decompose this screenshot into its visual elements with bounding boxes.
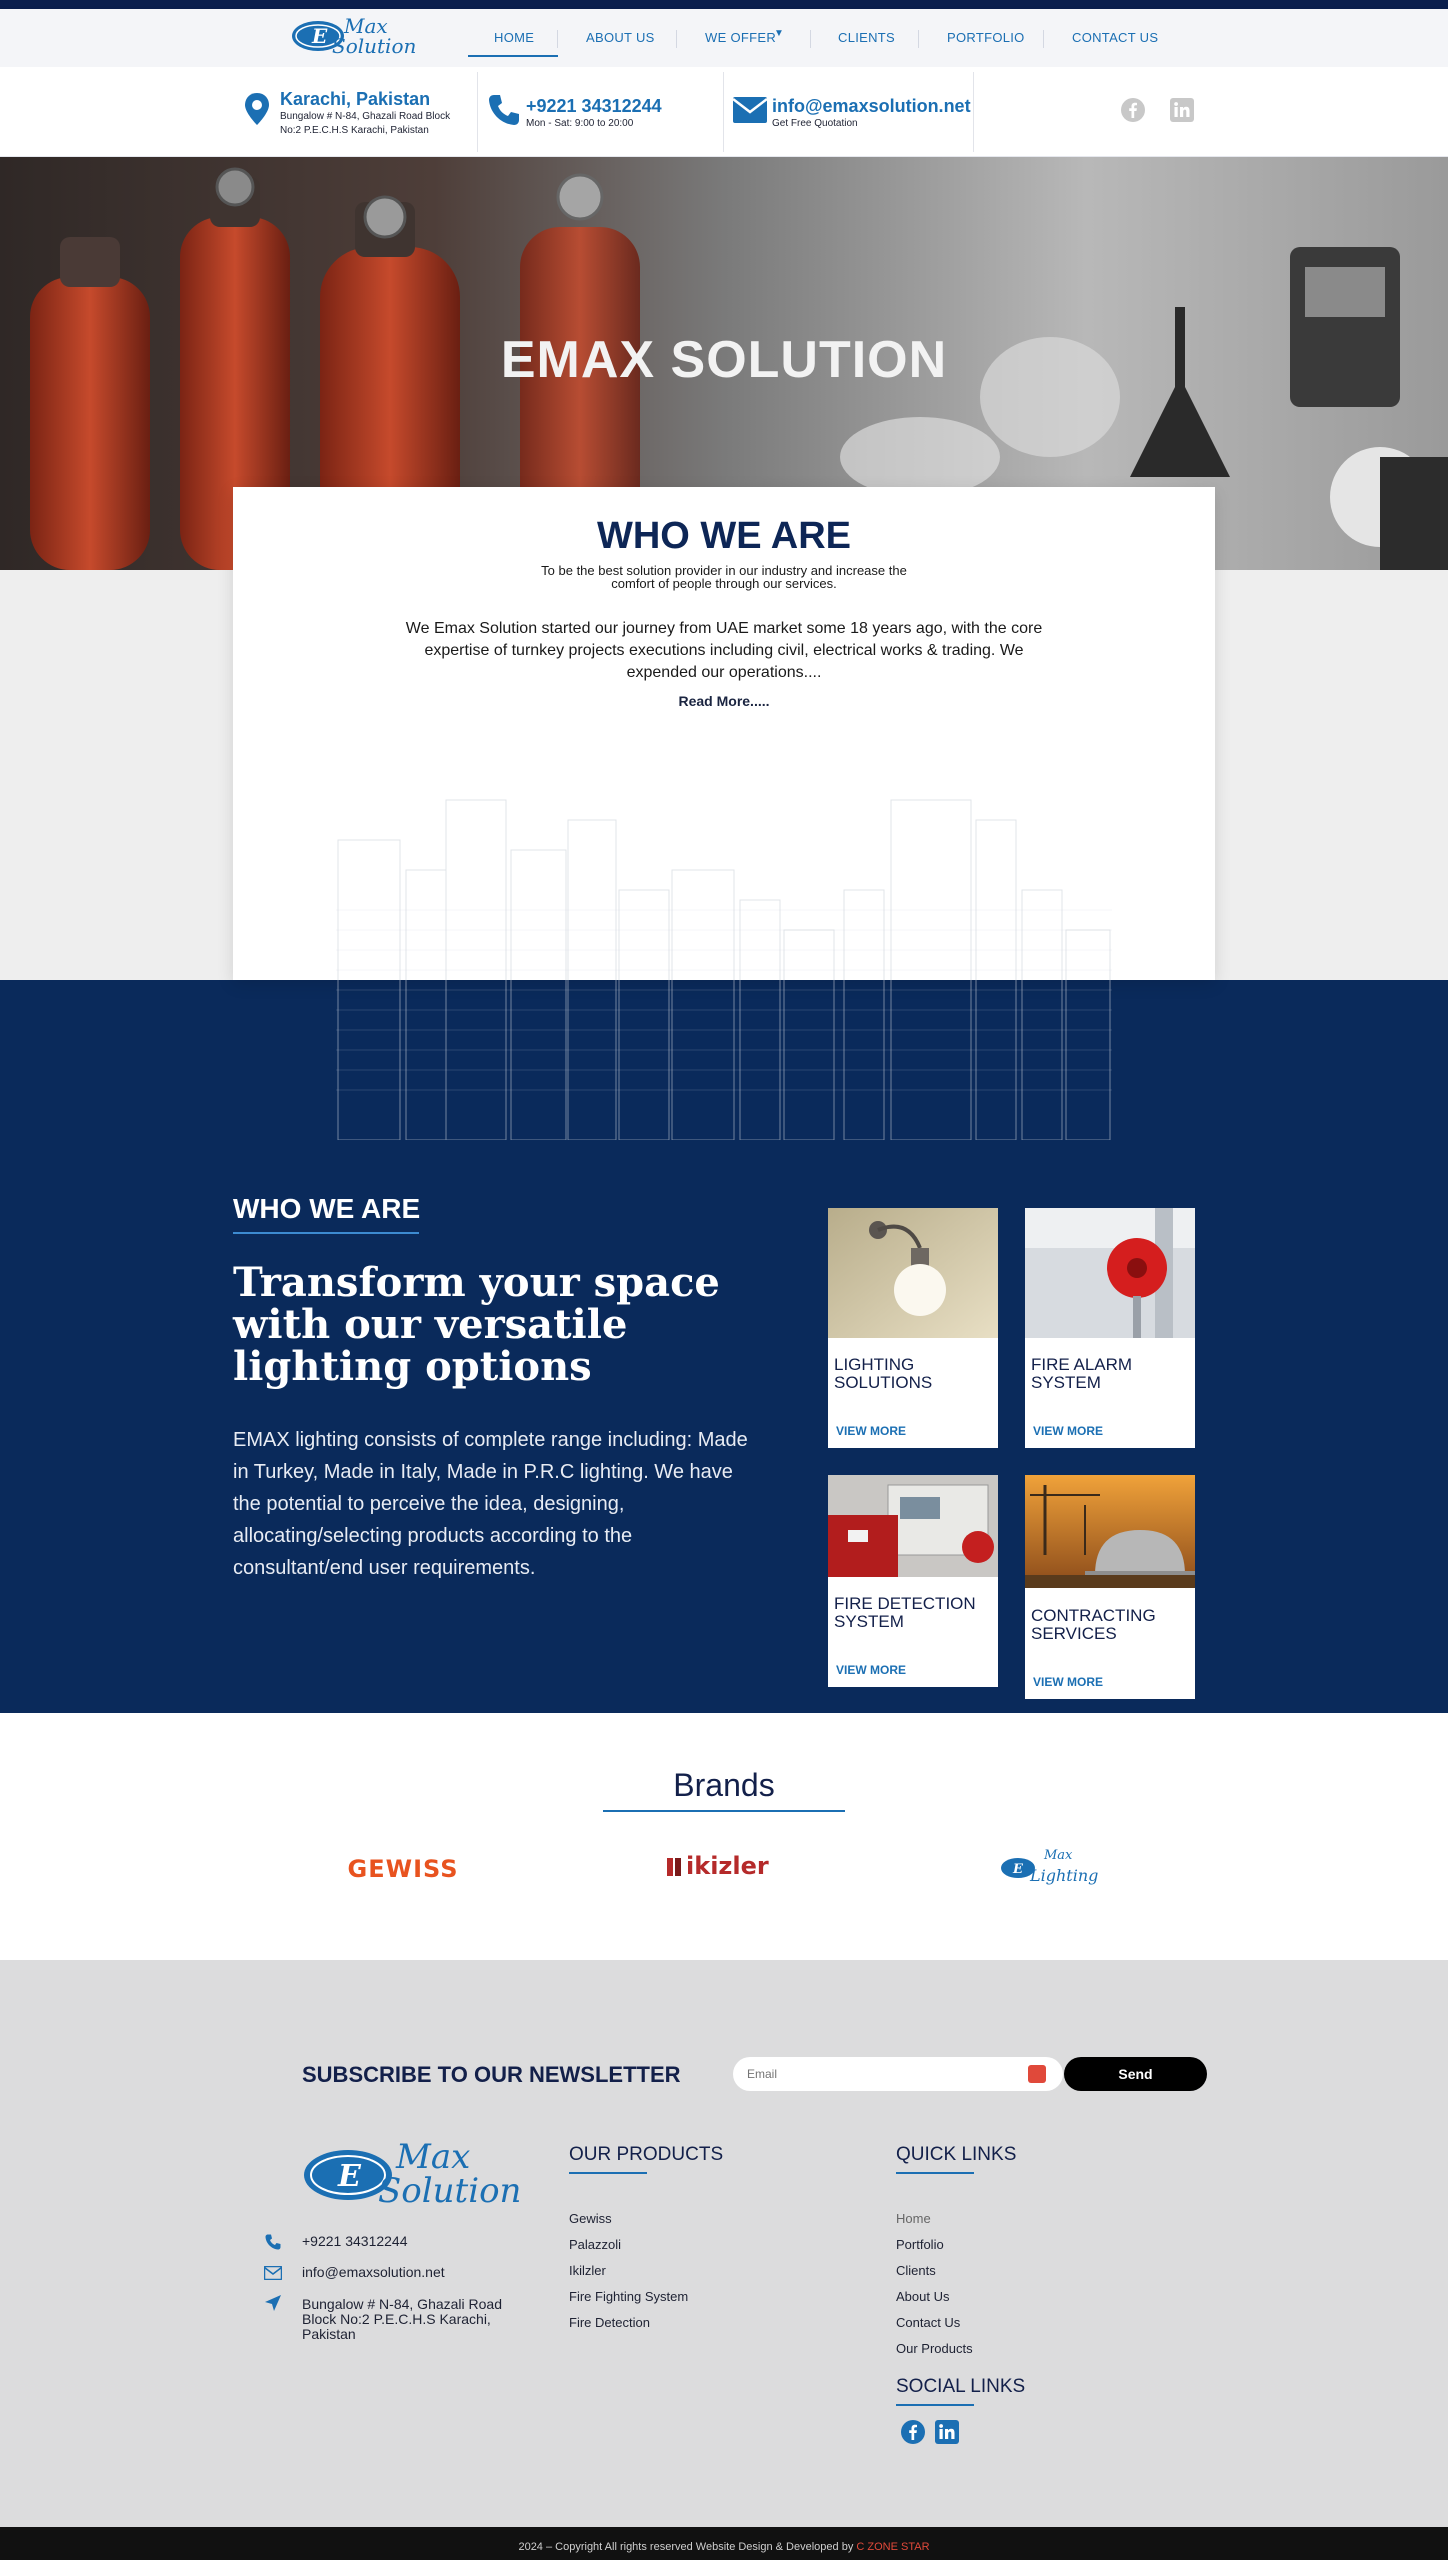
location-pin-icon [242,91,272,127]
logo-text-bottom: Solution [332,34,417,58]
view-more-link[interactable]: VIEW MORE [836,1663,907,1677]
navigation-arrow-icon [264,2294,282,2312]
contact-bar [0,67,1448,157]
tagline-line-2: comfort of people through our services. [611,576,837,591]
footer-email[interactable]: info@emaxsolution.net [302,2264,445,2280]
quick-link[interactable]: About Us [896,2289,950,2304]
nav-portfolio[interactable]: PORTFOLIO [947,30,1025,45]
nav-active-underline [468,55,558,57]
view-more-link[interactable]: VIEW MORE [1033,1675,1104,1689]
developer-link[interactable]: C ZONE STAR [856,2541,930,2553]
nav-separator [676,30,677,48]
location-line-1: Bungalow # N-84, Ghazali Road Block [280,111,451,122]
service-card-fire-detection[interactable] [828,1475,998,1687]
nav-we-offer[interactable]: WE OFFER [705,30,777,45]
quick-links-heading: QUICK LINKS [896,2144,1017,2165]
phone-hours: Mon - Sat: 9:00 to 20:00 [526,118,634,129]
brands-title: Brands [673,1767,775,1803]
site-logo[interactable] [288,14,417,64]
footer [0,1960,1448,2527]
construction-helmet-image [1025,1475,1195,1588]
quick-link[interactable]: Clients [896,2263,936,2278]
social-links-underline [896,2404,974,2406]
footer-logo-text-bottom: Solution [378,2171,522,2211]
newsletter-send-button[interactable]: Send [1064,2057,1207,2091]
footer-address: Bungalow # N-84, Ghazali Road Block No:2 P.E.C.H.S Karachi, Pakistan [302,2296,503,2342]
footer-logo[interactable] [302,2137,522,2220]
tagline-line-1: To be the best solution provider in our industry and increase the [541,563,907,578]
brands-section [0,1713,1448,1960]
section-label: WHO WE ARE [233,1193,421,1224]
wall-lamp-image [828,1208,998,1338]
products-underline [569,2172,647,2174]
hero-title: EMAX SOLUTION [500,331,948,389]
fire-detection-panel-image [828,1475,998,1577]
nav-about-us[interactable]: ABOUT US [586,30,655,45]
nav-separator [557,30,558,48]
location-title: Karachi, Pakistan [280,89,431,109]
service-title: FIRE ALARM SYSTEM [1031,1355,1133,1392]
products-heading: OUR PRODUCTS [569,2144,724,2165]
view-more-link[interactable]: VIEW MORE [836,1424,907,1438]
linkedin-icon[interactable] [1170,98,1194,122]
product-link[interactable]: Fire Detection [569,2315,650,2330]
footer-envelope-icon [264,2266,282,2280]
autofill-icon[interactable] [1028,2065,1046,2083]
svg-text:E: E [338,2159,361,2194]
contact-separator [973,72,974,152]
nav-contact-us[interactable]: CONTACT US [1072,30,1159,45]
product-link[interactable]: Gewiss [569,2211,612,2226]
copyright-bar [0,2527,1448,2560]
footer-linkedin-icon[interactable] [935,2420,959,2444]
svg-text:E: E [312,24,328,48]
service-card-contracting[interactable] [1025,1475,1195,1699]
ikizler-mark-icon [666,1856,684,1878]
newsletter-email-input[interactable] [733,2057,1063,2091]
contact-separator [723,72,724,152]
nav-separator [918,30,919,48]
copyright-text: 2024 – Copyright All rights reserved Website Design & Developed by [518,2541,857,2553]
quick-link[interactable]: Contact Us [896,2315,961,2330]
max-lighting-word-2: Lighting [1030,1866,1099,1885]
phone-icon [486,92,522,128]
quick-link[interactable]: Our Products [896,2341,973,2356]
nav-separator [1043,30,1044,48]
service-card-fire-alarm[interactable] [1025,1208,1195,1448]
footer-facebook-icon[interactable] [901,2420,925,2444]
brand-logo-ikizler[interactable] [666,1852,778,1886]
ikizler-wordmark: ikizler [686,1852,769,1880]
chevron-down-icon[interactable]: ▼ [774,28,784,39]
who-we-are-body: We Emax Solution started our journey from UAE market some 18 years ago, with the core expertise of turnkey projects executions including civil, electrical works & trading. We expended our operations.... [405,620,1043,681]
location-line-2: No:2 P.E.C.H.S Karachi, Pakistan [280,125,429,136]
footer-phone[interactable]: +9221 34312244 [302,2233,408,2249]
brands-underline [603,1810,845,1812]
fire-alarm-bell-image [1025,1208,1195,1338]
product-link[interactable]: Fire Fighting System [569,2289,689,2304]
service-card-lighting[interactable] [828,1208,998,1448]
email-title[interactable]: info@emaxsolution.net [772,96,971,116]
nav-clients[interactable]: CLIENTS [838,30,896,45]
service-title: LIGHTING SOLUTIONS [834,1355,933,1392]
service-title: CONTRACTING SERVICES [1031,1606,1156,1643]
newsletter-title: SUBSCRIBE TO OUR NEWSLETTER [302,2062,681,2087]
envelope-icon [732,96,768,124]
view-more-link[interactable]: VIEW MORE [1033,1424,1104,1438]
product-link[interactable]: Ikilzler [569,2263,606,2278]
nav-separator [810,30,811,48]
who-we-are-title: WHO WE ARE [596,515,851,557]
contact-separator [477,72,478,152]
lighting-description: EMAX lighting consists of complete range including: Made in Turkey, Made in Italy, Made in P.R.C lighting. We have the potential to perceive the idea, designing, allocating/selecting products according to the consultant/end user requirements. [233,1429,748,1579]
max-lighting-word-1: Max [1044,1848,1073,1863]
email-sub: Get Free Quotation [772,118,858,129]
footer-logo-text-top: Max [396,2137,471,2177]
lighting-heading: Transform your space with our versatile lighting options [233,1259,720,1390]
footer-phone-icon [264,2233,282,2251]
nav-home[interactable]: HOME [494,30,535,45]
who-we-are-tagline [524,564,924,590]
logo-text-top: Max [344,14,388,38]
svg-text:E: E [1013,1862,1023,1877]
quick-links-underline [896,2172,974,2174]
top-strip [0,0,1448,9]
section-label-underline [233,1232,419,1234]
social-links-heading: SOCIAL LINKS [896,2376,1026,2397]
quick-link[interactable]: Portfolio [896,2237,944,2252]
phone-title[interactable]: +9221 34312244 [526,96,662,116]
service-title: FIRE DETECTION SYSTEM [834,1594,976,1631]
brand-logo-max-lighting[interactable] [1000,1848,1099,1892]
read-more-link[interactable]: Read More..... [678,693,770,709]
city-skyline-illustration [336,790,1112,1140]
facebook-icon[interactable] [1121,98,1145,122]
quick-link[interactable]: Home [896,2211,931,2226]
product-link[interactable]: Palazzoli [569,2237,622,2252]
brand-logo-gewiss[interactable]: GEWISS [347,1855,459,1883]
